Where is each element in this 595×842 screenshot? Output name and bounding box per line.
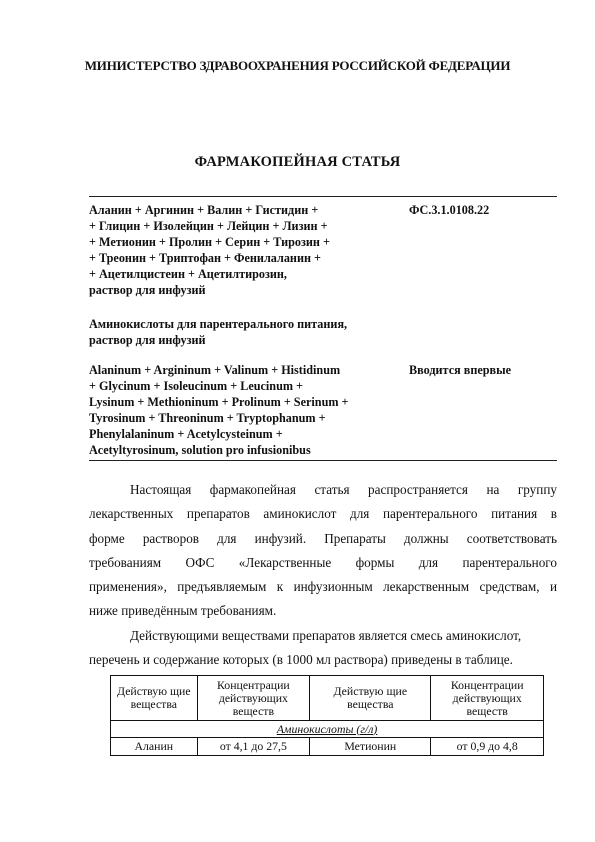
russian-name-line: + Ацетилцистеин + Ацетилтирозин,	[89, 266, 287, 281]
group-name-line: раствор для инфузий	[89, 332, 206, 347]
russian-name-line: раствор для инфузий	[89, 282, 206, 297]
latin-name-block	[89, 363, 409, 458]
latin-name-line: Lysinum + Methioninum + Prolinum + Serinum +	[89, 394, 349, 409]
latin-name-line: Alaninum + Argininum + Valinum + Histidinum	[89, 363, 341, 377]
table-cell: Метионин	[310, 738, 431, 756]
russian-name-line: + Метионин + Пролин + Серин + Тирозин +	[89, 234, 330, 249]
paragraph-line: перечень и содержание которых (в 1000 мл раствора) приведены в таблице.	[89, 652, 513, 668]
table-row	[111, 738, 544, 756]
table-cell: от 4,1 до 27,5	[197, 738, 310, 756]
amino-acids-table	[110, 675, 544, 756]
latin-name-line: Tyrosinum + Threoninum + Tryptophanum +	[89, 410, 326, 425]
table-cell: от 0,9 до 4,8	[431, 738, 544, 756]
paragraph-line: требованиям ОФС «Лекарственные формы для парентерального	[89, 554, 557, 570]
article-code: ФС.3.1.0108.22	[409, 203, 490, 217]
russian-name-block	[89, 203, 409, 298]
group-name-line: Аминокислоты для парентерального питания,	[89, 317, 348, 331]
paragraph-line: Настоящая фармакопейная статья распространяется на группу	[130, 482, 557, 497]
table-section-row	[111, 721, 544, 738]
latin-name-line: Phenylalaninum + Acetylcysteinum +	[89, 426, 283, 441]
paragraph-line: применения», предъявляемым к инфузионным лекарственным средствам, и	[89, 579, 557, 595]
status-note: Вводится впервые	[409, 363, 512, 377]
paragraph-substances	[89, 624, 557, 673]
russian-name-line: + Треонин + Триптофан + Фенилаланин +	[89, 250, 321, 265]
latin-name-line: Acetyltyrosinum, solution pro infusionibus	[89, 442, 311, 457]
group-name-block	[89, 317, 409, 349]
russian-name-line: + Глицин + Изолейцин + Лейцин + Лизин +	[89, 218, 328, 233]
paragraph-line: лекарственных препаратов аминокислот для парентерального питания в	[89, 506, 557, 522]
paragraph-scope	[89, 478, 557, 624]
russian-name-line: Аланин + Аргинин + Валин + Гистидин +	[89, 203, 319, 217]
paragraph-line: Действующими веществами препаратов является смесь аминокислот,	[130, 628, 522, 643]
bottom-divider	[89, 460, 557, 461]
table-cell: Аланин	[111, 738, 198, 756]
table-header-cell: Концентрации действующих веществ	[197, 676, 310, 721]
table-header-row	[111, 676, 544, 721]
table-header-cell: Концентрации действующих веществ	[431, 676, 544, 721]
latin-name-line: + Glycinum + Isoleucinum + Leucinum +	[89, 378, 304, 393]
table-section-label: Аминокислоты (г/л)	[111, 721, 544, 738]
table-header-cell: Действую щие вещества	[111, 676, 198, 721]
paragraph-line: ниже приведённым требованиям.	[89, 603, 277, 619]
ministry-heading: МИНИСТЕРСТВО ЗДРАВООХРАНЕНИЯ РОССИЙСКОЙ ФЕДЕРАЦИИ	[84, 58, 511, 73]
top-divider	[89, 196, 557, 197]
paragraph-line: форме растворов для инфузий. Препараты должны соответствовать	[89, 530, 557, 546]
table-header-cell: Действую щие вещества	[310, 676, 431, 721]
document-title: ФАРМАКОПЕЙНАЯ СТАТЬЯ	[194, 154, 401, 170]
